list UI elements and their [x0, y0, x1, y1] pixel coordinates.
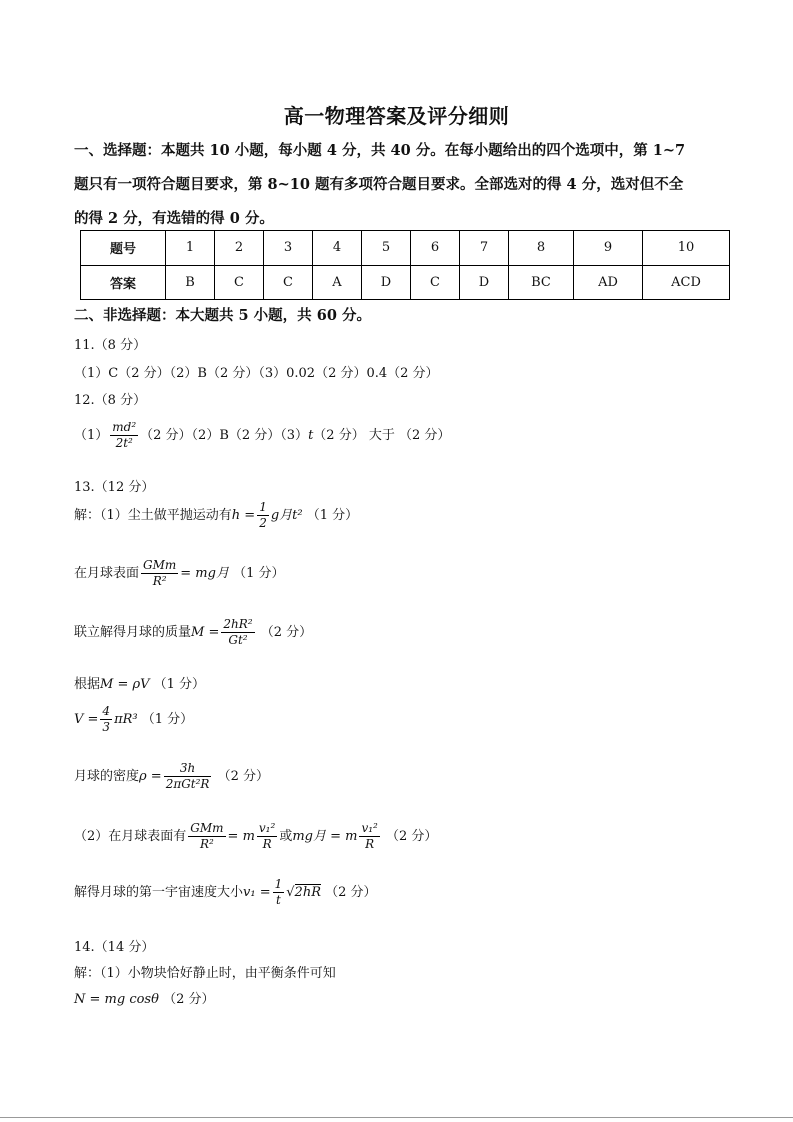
- q12-heading: 12.（8 分）: [74, 393, 147, 408]
- q13-l8-text: 解得月球的第一宇宙速度大小: [74, 885, 244, 900]
- table-cell-answer: D: [362, 265, 411, 300]
- q13-l8-eq-left: v₁ =: [243, 885, 271, 900]
- q13-l1-frac-den: 2: [259, 516, 267, 530]
- table-cell-answer: A: [313, 265, 362, 300]
- q13-l7-fraction1: [188, 821, 225, 852]
- q13-l3-text: 联立解得月球的质量: [74, 625, 192, 640]
- section1-line2: 题只有一项符合题目要求，第 8~10 题有多项符合题目要求。全部选对的得 4 分，选对但不全: [74, 176, 684, 193]
- q13-l1-fraction: [257, 500, 269, 531]
- q13-l7-frac1-num: GMm: [190, 821, 224, 835]
- q12-post2: （2 分） 大于 （2 分）: [313, 428, 451, 443]
- q13-l5-fraction: [100, 704, 112, 735]
- q13-l1-text: 解：（1）尘土做平抛运动有: [74, 508, 232, 523]
- q13-l5-score: （1 分）: [141, 712, 194, 727]
- table-cell-number: 2: [215, 231, 264, 266]
- table-cell-answer: B: [166, 265, 215, 300]
- table-cell-number: 5: [362, 231, 411, 266]
- q13-l5-eq-left: V =: [74, 712, 99, 727]
- sqrt-symbol-icon: √: [286, 885, 295, 900]
- q14-heading: 14.（14 分）: [74, 940, 155, 955]
- section2-heading: 二、非选择题：本大题共 5 小题，共 60 分。: [74, 307, 371, 324]
- table-cell-number: 6: [411, 231, 460, 266]
- q13-line8: [74, 877, 377, 908]
- q13-l4-eq: M = ρV: [100, 677, 150, 692]
- q11-answer: （1）C（2 分）（2）B（2 分）（3）0.02（2 分）0.4（2 分）: [74, 366, 439, 381]
- q13-l4-score: （1 分）: [153, 677, 206, 692]
- q13-l6-text: 月球的密度: [74, 769, 140, 784]
- q13-line2: [74, 558, 285, 589]
- q13-line5: [74, 704, 193, 735]
- q13-l6-frac-den: 2πGt²R: [165, 777, 210, 791]
- q13-l2-frac-num: GMm: [143, 558, 177, 572]
- q13-l7-fraction2: [257, 821, 277, 852]
- q13-l7-frac1-den: R²: [199, 837, 214, 851]
- q13-l7-mid2: mg月 = m: [292, 829, 358, 844]
- q13-l2-frac-den: R²: [152, 574, 167, 588]
- table-cell-number: 10: [643, 231, 730, 266]
- q13-l6-fraction: [164, 761, 212, 792]
- q12-answer: [74, 420, 450, 451]
- section1-line1: 一、选择题：本题共 10 小题，每小题 4 分，共 40 分。在每小题给出的四个选项中，第 1~7: [74, 142, 686, 159]
- q13-l8-score: （2 分）: [325, 885, 377, 900]
- q13-line1: [74, 500, 358, 531]
- table-cell-number: 8: [509, 231, 574, 266]
- table-header-label: 题号: [81, 231, 166, 266]
- table-cell-answer: C: [411, 265, 460, 300]
- q13-l7-frac3-num: v₁²: [361, 821, 378, 835]
- section1-line3: 的得 2 分，有选错的得 0 分。: [74, 210, 274, 227]
- q13-l8-sqrt: 2hR: [294, 885, 321, 900]
- table-cell-answer: D: [460, 265, 509, 300]
- page-title: 高一物理答案及评分细则: [283, 104, 510, 128]
- q13-l6-score: （2 分）: [217, 769, 270, 784]
- table-answer-label: 答案: [81, 265, 166, 300]
- q13-l6-eq-left: ρ =: [139, 769, 162, 784]
- table-cell-answer: C: [264, 265, 313, 300]
- q13-l7-text: （2）在月球表面有: [74, 829, 187, 844]
- table-cell-answer: AD: [574, 265, 643, 300]
- q13-l7-score: （2 分）: [386, 829, 438, 844]
- q13-l7-frac3-den: R: [365, 837, 375, 851]
- table-cell-number: 4: [313, 231, 362, 266]
- table-cell-number: 9: [574, 231, 643, 266]
- table-cell-answer: BC: [509, 265, 574, 300]
- q13-l7-or: 或: [279, 829, 293, 844]
- table-cell-number: 7: [460, 231, 509, 266]
- q13-heading: 13.（12 分）: [74, 480, 155, 495]
- table-cell-answer: ACD: [643, 265, 730, 300]
- table-cell-number: 3: [264, 231, 313, 266]
- q12-post1: （2 分）（2）B（2 分）（3）: [140, 428, 309, 443]
- q12-frac-num: md²: [112, 420, 137, 434]
- q13-l7-frac2-num: v₁²: [258, 821, 276, 835]
- q14-line1: 解：（1）小物块恰好静止时，由平衡条件可知: [74, 966, 336, 981]
- q13-l8-frac-num: 1: [274, 877, 283, 891]
- section1-instructions: [74, 134, 734, 236]
- q13-l1-eq-left: h =: [231, 508, 256, 523]
- q13-l7-fraction3: [359, 821, 379, 852]
- q13-l5-frac-num: 4: [102, 704, 111, 718]
- q13-l7-mid1: = m: [227, 829, 255, 844]
- q13-l8-fraction: [273, 877, 285, 908]
- answer-table: [80, 230, 730, 300]
- table-row-numbers: [81, 231, 730, 266]
- q13-l2-score: （1 分）: [233, 566, 285, 581]
- q13-line4: [74, 673, 205, 692]
- q14-l2-score: （2 分）: [163, 992, 215, 1007]
- q13-line6: [74, 761, 269, 792]
- q13-l3-frac-num: 2hR²: [223, 617, 253, 631]
- q14-line2: [74, 988, 214, 1007]
- q13-l3-eq-left: M =: [191, 625, 220, 640]
- q13-l6-frac-num: 3h: [164, 761, 212, 777]
- q14-l2-eq: N = mg cosθ: [74, 992, 159, 1007]
- q13-l2-fraction: [141, 558, 178, 589]
- q13-l4-text: 根据: [74, 677, 101, 692]
- q13-l2-text: 在月球表面: [74, 566, 140, 581]
- q13-l5-eq-right: πR³: [114, 712, 138, 727]
- q13-line3: [74, 617, 312, 648]
- q12-pre: （1）: [74, 428, 109, 443]
- q12-fraction: [110, 420, 138, 451]
- q13-l1-score: （1 分）: [306, 508, 359, 523]
- q12-frac-den: 2t²: [115, 436, 133, 450]
- q12-t-symbol: t: [308, 428, 314, 443]
- table-cell-answer: C: [215, 265, 264, 300]
- q13-l7-frac2-den: R: [262, 837, 272, 851]
- q13-l2-eq-right: = mg月: [180, 566, 229, 581]
- q13-line7: [74, 821, 437, 852]
- q13-l5-frac-den: 3: [102, 720, 111, 734]
- q13-l3-fraction: [221, 617, 254, 648]
- q11-heading: 11.（8 分）: [74, 338, 147, 353]
- q13-l8-frac-den: t: [276, 893, 281, 907]
- footer-divider: [0, 1117, 793, 1118]
- q13-l3-score: （2 分）: [260, 625, 313, 640]
- q13-l1-eq-right: g月t²: [270, 508, 303, 523]
- table-row-answers: [81, 265, 730, 300]
- q13-l1-frac-num: 1: [259, 500, 267, 514]
- table-cell-number: 1: [166, 231, 215, 266]
- q13-l3-frac-den: Gt²: [228, 633, 248, 647]
